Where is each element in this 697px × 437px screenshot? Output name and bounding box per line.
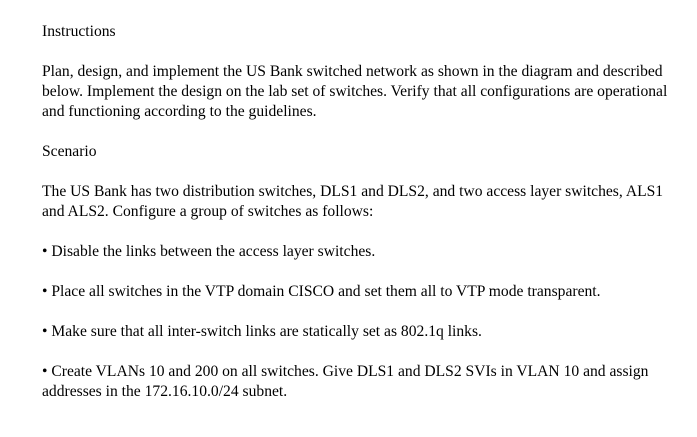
- bullet-item: • Place all switches in the VTP domain CISCO and set them all to VTP mode transparent.: [42, 283, 601, 300]
- scenario-paragraph: The US Bank has two distribution switches, DLS1 and DLS2, and two access layer switches, ALS1 and ALS2. Configure a group of switches as follows:: [42, 183, 664, 220]
- bullet-item: • Disable the links between the access layer switches.: [42, 243, 376, 260]
- bullet-item: • Create VLANs 10 and 200 on all switches. Give DLS1 and DLS2 SVIs in VLAN 10 and assign addresses in the 172.16.10.0/24 subnet.: [42, 363, 649, 400]
- scenario-heading: Scenario: [42, 143, 97, 160]
- instructions-paragraph: Plan, design, and implement the US Bank switched network as shown in the diagram and described below. Implement the design on the lab set of switches. Verify that all configurations are operational and functioning according to the guidelines.: [42, 63, 668, 120]
- instructions-heading: Instructions: [42, 23, 116, 40]
- bullet-item: • Make sure that all inter-switch links are statically set as 802.1q links.: [42, 323, 482, 340]
- document-body: [42, 22, 682, 422]
